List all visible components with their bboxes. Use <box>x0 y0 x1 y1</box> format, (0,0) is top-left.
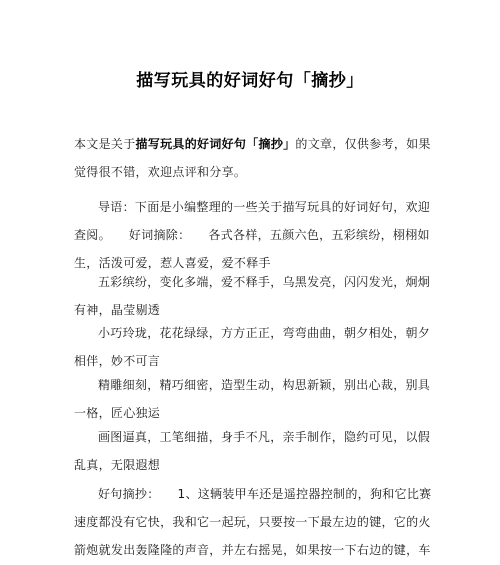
word-group-1 <box>74 268 434 324</box>
intro-bold-title: 描写玩具的好词好句「摘抄」 <box>135 137 296 151</box>
word-group-3 <box>74 371 434 427</box>
word-group-text: 小巧玲珑，花花绿绿，方方正正，弯弯曲曲，朝夕相处，朝夕相伴，妙不可言 <box>74 326 431 368</box>
page-title: 描写玩具的好词好句「摘抄」 <box>136 71 364 91</box>
word-group-text: 精雕细刻，精巧细密，造型生动，构思新颖，别出心裁，别具一格，匠心独运 <box>74 378 431 420</box>
intro-suffix: 的文章，仅供参考，如果觉得很不错，欢迎点评和分享。 <box>74 137 431 179</box>
guide-text: 导语：下面是小编整理的一些关于描写玩具的好词好句，欢迎查阅。 <box>74 200 431 242</box>
word-group-text: 五彩缤纷，变化多端，爱不释手，乌黑发亮，闪闪发光，炯炯有神，晶莹剔透 <box>74 275 431 317</box>
good-sentences-paragraph <box>74 480 434 564</box>
intro-paragraph <box>74 130 434 186</box>
word-group-4 <box>74 423 434 479</box>
word-group-text: 画图逼真，工笔细描，身手不凡，亲手制作，隐约可见，以假乱真，无限遐想 <box>74 430 431 472</box>
good-sentence-1: 1、这辆装甲车还是遥控器控制的，狗和它比赛速度都没有它快，我和它一起玩，只要按一下最左边的键，它的火箭炮就发出轰隆隆的声音，并左右摇晃，如果按一下右边的键，车 <box>74 487 432 557</box>
good-words-label: 好词摘除： <box>128 228 191 242</box>
good-sentences-label: 好句摘抄： <box>98 487 160 501</box>
intro-prefix: 本文是关于 <box>74 137 136 151</box>
word-group-2 <box>74 319 434 375</box>
good-words-list: 各式各样，五颜六色，五彩缤纷，栩栩如生，活泼可爱，惹人喜爱，爱不释手 <box>74 228 430 270</box>
guide-paragraph <box>74 193 434 277</box>
